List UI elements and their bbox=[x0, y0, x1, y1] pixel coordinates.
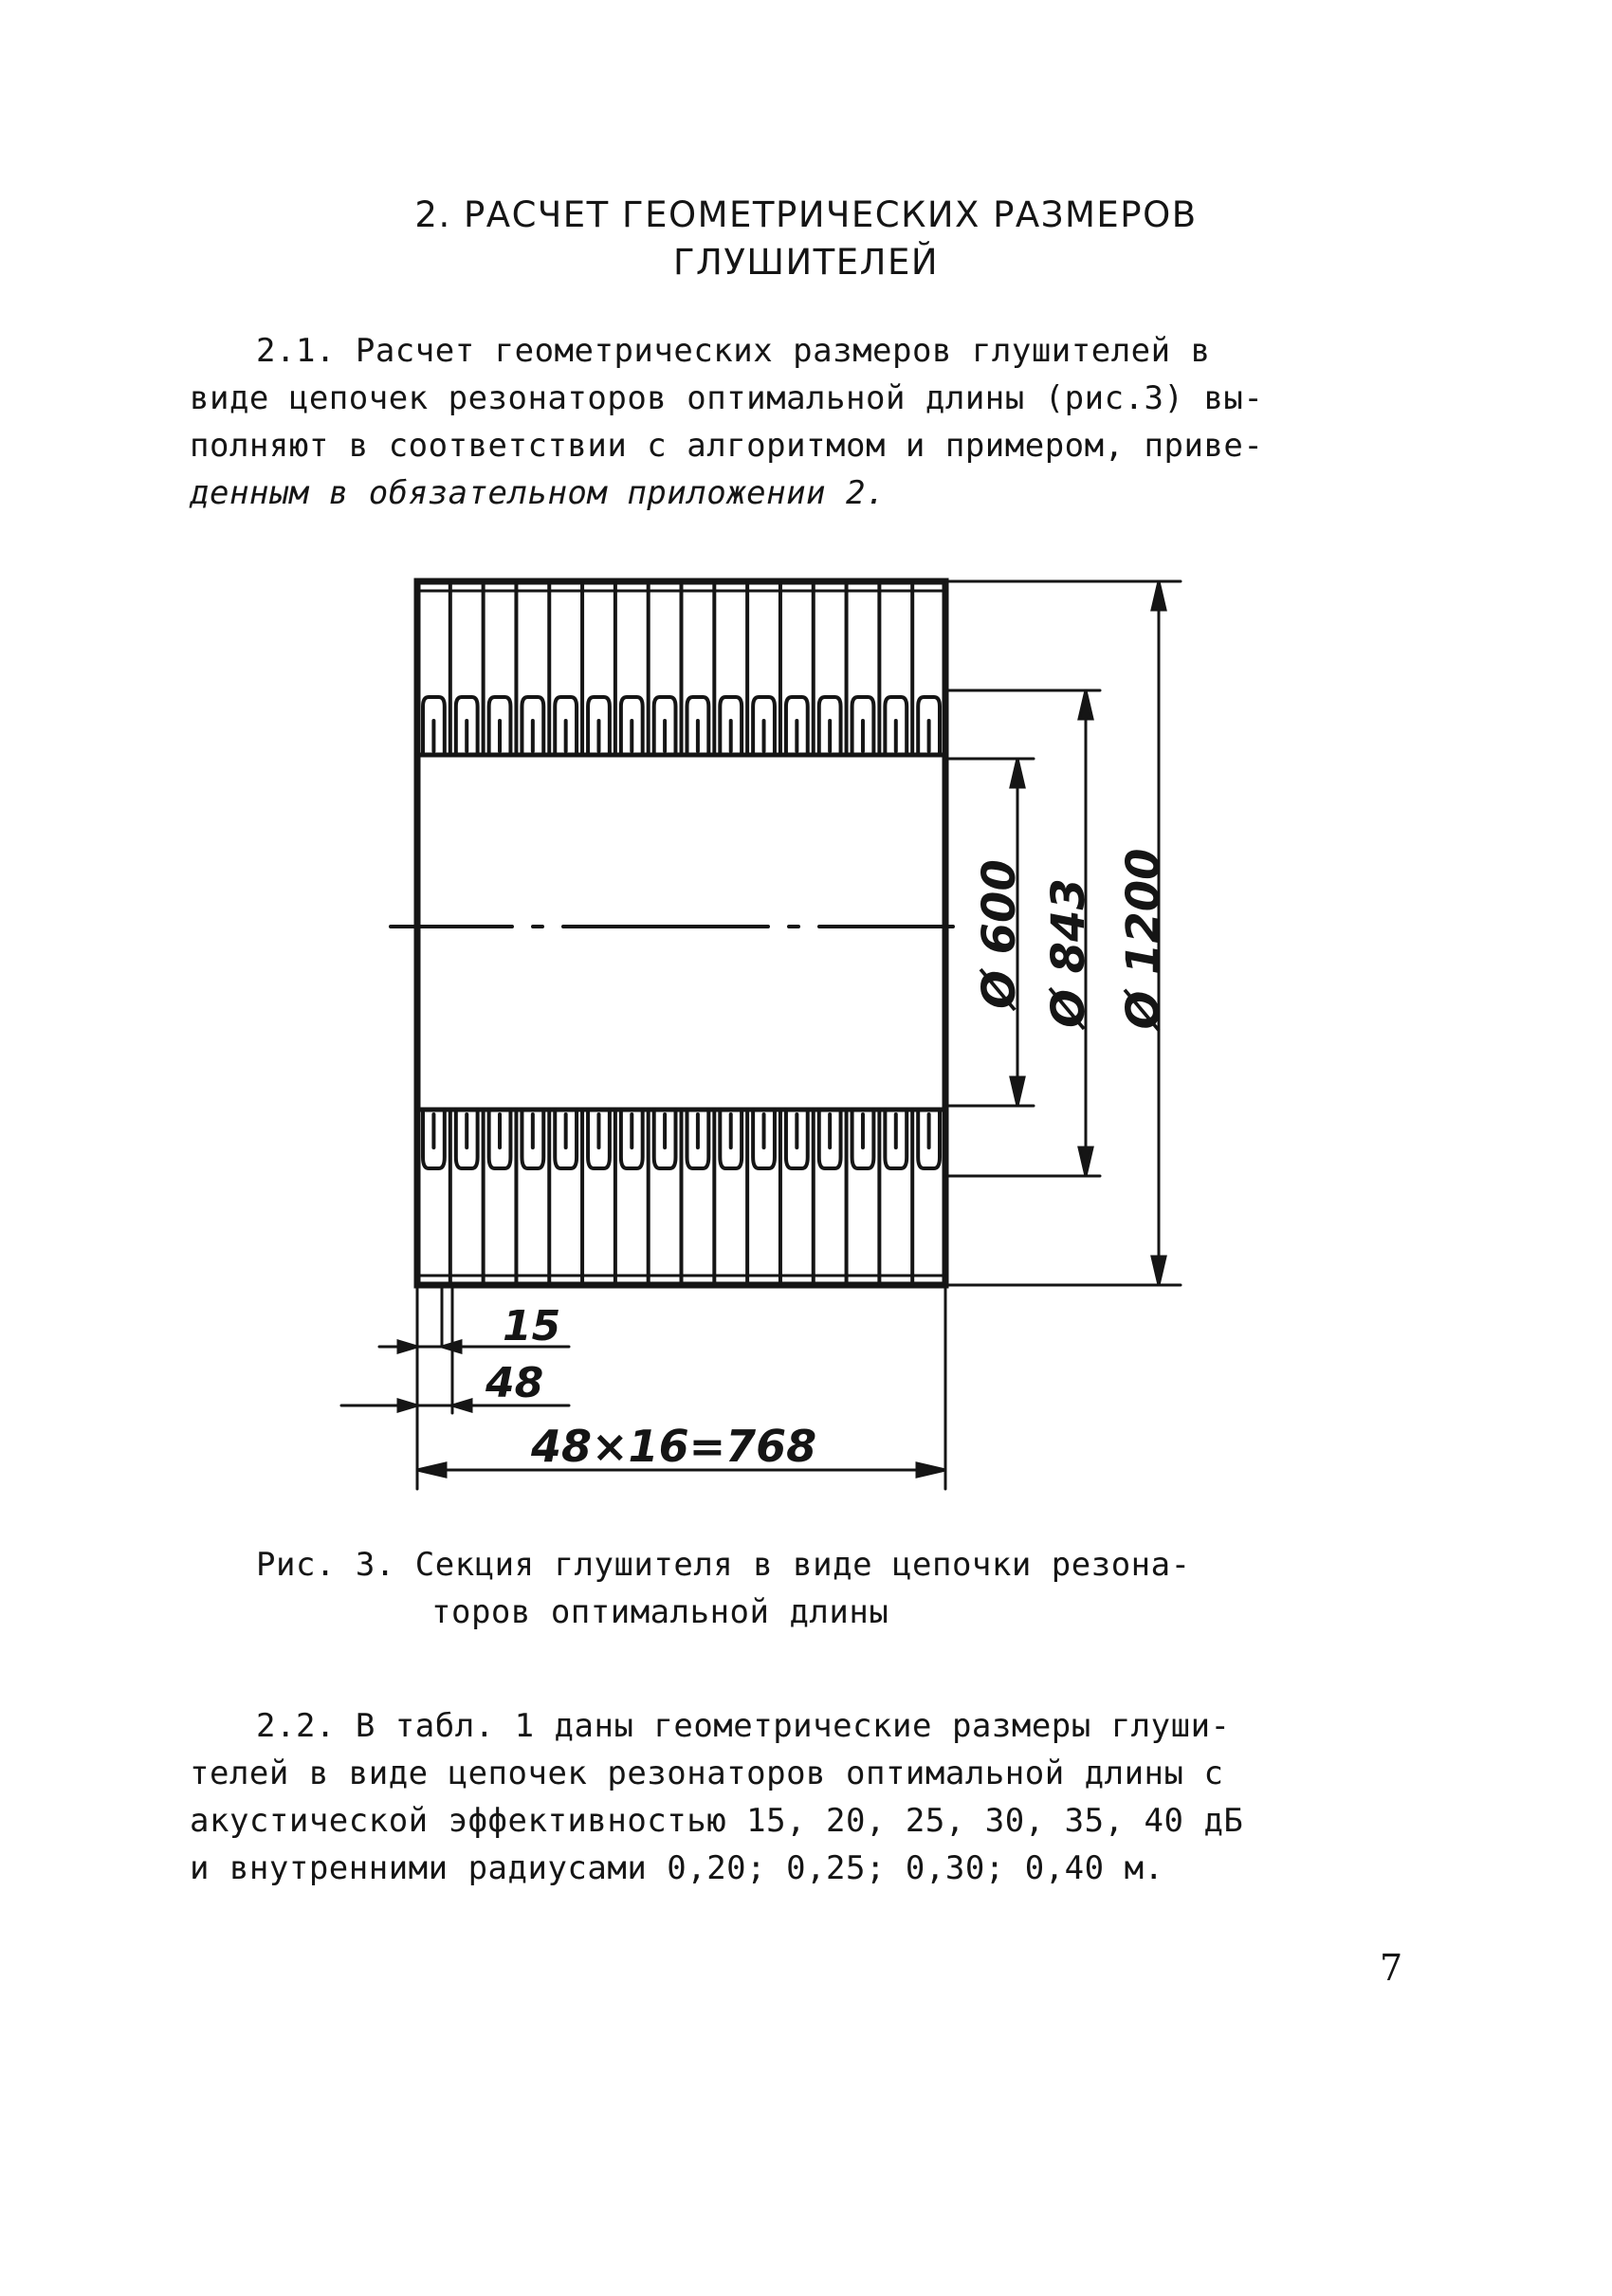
paragraph-2-2-line: телей в виде цепочек резонаторов оптимальной длины с bbox=[190, 1754, 1224, 1792]
dim-total-length: 48×16=768 bbox=[531, 1421, 817, 1472]
paragraph-2-2-line: 2.2. В табл. 1 даны геометрические размеры глуши- bbox=[256, 1707, 1231, 1745]
dim-diameter-843: Ø 843 bbox=[1042, 878, 1095, 1028]
dim-diameter-600: Ø 600 bbox=[973, 859, 1026, 1009]
figure-caption-line1: Рис. 3. Секция глушителя в виде цепочки резона- bbox=[256, 1546, 1191, 1584]
page-number: 7 bbox=[1380, 1947, 1403, 1989]
figure-caption-line2: торов оптимальной длины bbox=[431, 1593, 889, 1631]
section-title-line1: 2. РАСЧЕТ ГЕОМЕТРИЧЕСКИХ РАЗМЕРОВ bbox=[414, 194, 1198, 235]
paragraph-2-2-line: и внутренними радиусами 0,20; 0,25; 0,30; 0,40 м. bbox=[190, 1849, 1164, 1887]
paragraph-2-1-line: денным в обязательном приложении 2. bbox=[190, 474, 886, 512]
paragraph-2-2-line: акустической эффективностью 15, 20, 25, 30, 35, 40 дБ bbox=[190, 1802, 1244, 1840]
dim-pitch-48: 48 bbox=[485, 1359, 544, 1407]
dim-chamber-15: 15 bbox=[503, 1302, 561, 1350]
section-title-line2: ГЛУШИТЕЛЕЙ bbox=[672, 242, 940, 283]
paragraph-2-1-line: 2.1. Расчет геометрических размеров глушителей в bbox=[256, 332, 1211, 370]
dim-diameter-1200: Ø 1200 bbox=[1117, 848, 1170, 1030]
paragraph-2-1-line: виде цепочек резонаторов оптимальной длины (рис.3) вы- bbox=[190, 379, 1264, 417]
paragraph-2-1-line: полняют в соответствии с алгоритмом и примером, приве- bbox=[190, 427, 1264, 465]
